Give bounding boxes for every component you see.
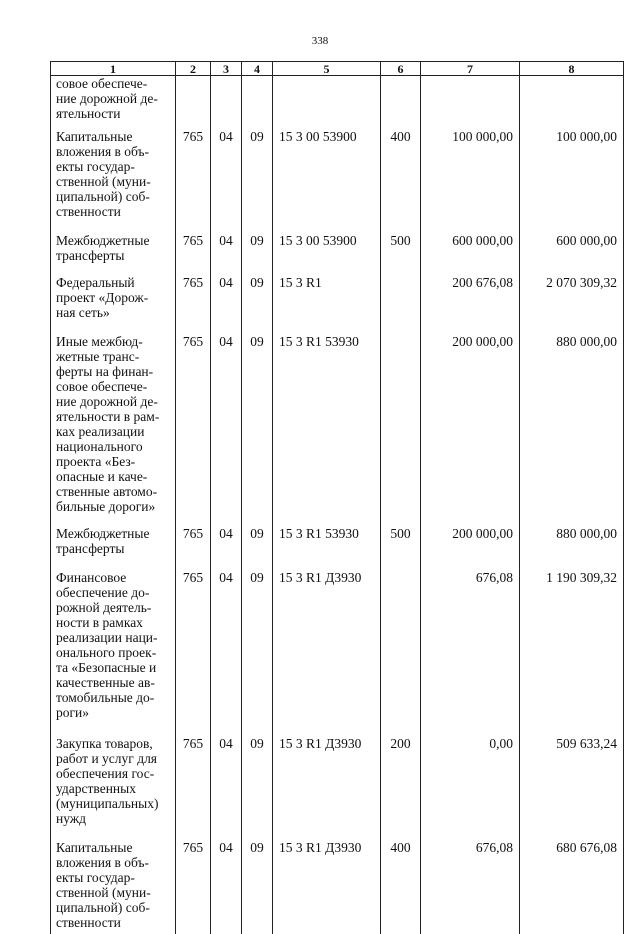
spacer-cell (520, 263, 624, 275)
item-name-line: ственные автомо- (56, 484, 172, 499)
department-code-cell: 765 (176, 233, 211, 263)
expense-type-cell: 500 (381, 526, 421, 556)
item-name-line: ударственных (56, 781, 172, 796)
target-article-cell: 15 3 00 53900 (273, 129, 381, 219)
item-name-line: Межбюджетные (56, 526, 172, 541)
item-name-line: ственности (56, 915, 172, 930)
expense-type-cell: 400 (381, 129, 421, 219)
item-name-line: вложения в объ- (56, 855, 172, 870)
expense-type-cell (381, 76, 421, 122)
department-code-cell: 765 (176, 526, 211, 556)
amount-column-7-cell: 676,08 (421, 840, 520, 930)
item-name-line: рожной деятель- (56, 600, 172, 615)
spacer-cell (242, 826, 273, 840)
spacer-cell (421, 121, 520, 129)
spacer-cell (520, 556, 624, 570)
item-name-line: (муниципальных) (56, 796, 172, 811)
subsection-code-cell: 09 (242, 275, 273, 320)
spacer-cell (381, 121, 421, 129)
target-article-cell: 15 3 R1 53930 (273, 334, 381, 514)
row-spacer (51, 219, 624, 233)
amount-column-8-cell: 880 000,00 (520, 334, 624, 514)
spacer-cell (381, 930, 421, 934)
spacer-cell (176, 121, 211, 129)
column-number-2: 2 (176, 62, 211, 76)
item-name-line: трансферты (56, 248, 172, 263)
department-code-cell: 765 (176, 570, 211, 720)
subsection-code-cell: 09 (242, 570, 273, 720)
subsection-code-cell: 09 (242, 233, 273, 263)
spacer-cell (176, 514, 211, 526)
amount-column-8-cell: 509 633,24 (520, 736, 624, 826)
item-name-line: ятельности (56, 106, 172, 121)
item-name-line: нужд (56, 811, 172, 826)
subsection-code-cell: 09 (242, 526, 273, 556)
spacer-cell (211, 720, 242, 736)
item-name-line: ципальной) соб- (56, 900, 172, 915)
item-name-line: ная сеть» (56, 305, 172, 320)
target-article-cell: 15 3 R1 Д3930 (273, 840, 381, 930)
item-name-cell (51, 334, 176, 514)
expense-type-cell: 500 (381, 233, 421, 263)
spacer-cell (211, 930, 242, 934)
spacer-cell (242, 720, 273, 736)
item-name-line: работ и услуг для (56, 751, 172, 766)
item-name-line: качественные ав- (56, 675, 172, 690)
spacer-cell (242, 514, 273, 526)
expense-type-cell: 400 (381, 840, 421, 930)
spacer-cell (381, 263, 421, 275)
item-name-line: совое обеспече- (56, 76, 172, 91)
column-number-1: 1 (51, 62, 176, 76)
amount-column-7-cell: 676,08 (421, 570, 520, 720)
item-name-line: Федеральный (56, 275, 172, 290)
spacer-cell (421, 720, 520, 736)
spacer-cell (273, 320, 381, 334)
section-code-cell: 04 (211, 275, 242, 320)
department-code-cell (176, 76, 211, 122)
item-name-cell (51, 233, 176, 263)
department-code-cell: 765 (176, 275, 211, 320)
table-row (51, 233, 624, 263)
item-name-line: Финансовое (56, 570, 172, 585)
item-name-line: Межбюджетные (56, 233, 172, 248)
spacer-cell (211, 263, 242, 275)
spacer-cell (176, 930, 211, 934)
spacer-cell (242, 320, 273, 334)
spacer-cell (381, 219, 421, 233)
spacer-cell (381, 826, 421, 840)
target-article-cell: 15 3 R1 Д3930 (273, 736, 381, 826)
spacer-cell (51, 514, 176, 526)
row-spacer (51, 514, 624, 526)
item-name-line: ственной (муни- (56, 174, 172, 189)
section-code-cell: 04 (211, 736, 242, 826)
spacer-cell (242, 121, 273, 129)
item-name-line: обеспечение до- (56, 585, 172, 600)
column-number-8: 8 (520, 62, 624, 76)
item-name-line: Капитальные (56, 840, 172, 855)
table-row (51, 76, 624, 122)
department-code-cell: 765 (176, 840, 211, 930)
table-row (51, 840, 624, 930)
column-number-4: 4 (242, 62, 273, 76)
item-name-line: Закупка товаров, (56, 736, 172, 751)
spacer-cell (176, 826, 211, 840)
row-spacer (51, 826, 624, 840)
spacer-cell (520, 930, 624, 934)
item-name-line: обеспечения гос- (56, 766, 172, 781)
item-name-line: роги» (56, 705, 172, 720)
item-name-line: проект «Дорож- (56, 290, 172, 305)
spacer-cell (520, 121, 624, 129)
section-code-cell: 04 (211, 233, 242, 263)
amount-column-8-cell: 680 676,08 (520, 840, 624, 930)
item-name-line: томобильные до- (56, 690, 172, 705)
spacer-cell (381, 514, 421, 526)
spacer-cell (273, 121, 381, 129)
amount-column-7-cell (421, 76, 520, 122)
spacer-cell (520, 826, 624, 840)
spacer-cell (211, 826, 242, 840)
section-code-cell: 04 (211, 570, 242, 720)
table-row (51, 334, 624, 514)
target-article-cell: 15 3 R1 Д3930 (273, 570, 381, 720)
amount-column-8-cell: 880 000,00 (520, 526, 624, 556)
amount-column-8-cell: 2 070 309,32 (520, 275, 624, 320)
spacer-cell (273, 514, 381, 526)
subsection-code-cell (242, 76, 273, 122)
spacer-cell (381, 556, 421, 570)
section-code-cell: 04 (211, 840, 242, 930)
spacer-cell (51, 930, 176, 934)
section-code-cell (211, 76, 242, 122)
column-number-header-row (51, 62, 624, 76)
spacer-cell (176, 556, 211, 570)
row-spacer (51, 930, 624, 934)
column-number-5: 5 (273, 62, 381, 76)
amount-column-7-cell: 100 000,00 (421, 129, 520, 219)
amount-column-8-cell: 600 000,00 (520, 233, 624, 263)
table-row (51, 736, 624, 826)
amount-column-7-cell: 600 000,00 (421, 233, 520, 263)
item-name-line: совое обеспече- (56, 379, 172, 394)
amount-column-8-cell (520, 76, 624, 122)
amount-column-8-cell: 100 000,00 (520, 129, 624, 219)
spacer-cell (273, 556, 381, 570)
item-name-line: онального проек- (56, 645, 172, 660)
spacer-cell (421, 930, 520, 934)
spacer-cell (211, 514, 242, 526)
budget-table (50, 61, 624, 934)
spacer-cell (211, 556, 242, 570)
spacer-cell (421, 320, 520, 334)
spacer-cell (520, 320, 624, 334)
target-article-cell: 15 3 R1 53930 (273, 526, 381, 556)
page-number: 338 (0, 35, 640, 47)
item-name-line: екты государ- (56, 159, 172, 174)
department-code-cell: 765 (176, 334, 211, 514)
spacer-cell (273, 826, 381, 840)
subsection-code-cell: 09 (242, 129, 273, 219)
item-name-line: ятельности в рам- (56, 409, 172, 424)
column-number-6: 6 (381, 62, 421, 76)
spacer-cell (51, 720, 176, 736)
item-name-line: ках реализации (56, 424, 172, 439)
item-name-cell (51, 736, 176, 826)
item-name-line: Капитальные (56, 129, 172, 144)
spacer-cell (176, 720, 211, 736)
item-name-line: проекта «Без- (56, 454, 172, 469)
spacer-cell (51, 320, 176, 334)
subsection-code-cell: 09 (242, 736, 273, 826)
item-name-line: ферты на финан- (56, 364, 172, 379)
item-name-line: трансферты (56, 541, 172, 556)
section-code-cell: 04 (211, 334, 242, 514)
spacer-cell (273, 720, 381, 736)
spacer-cell (421, 514, 520, 526)
amount-column-7-cell: 0,00 (421, 736, 520, 826)
spacer-cell (211, 219, 242, 233)
spacer-cell (242, 930, 273, 934)
amount-column-7-cell: 200 676,08 (421, 275, 520, 320)
spacer-cell (520, 514, 624, 526)
expense-type-cell (381, 275, 421, 320)
item-name-line: бильные дороги» (56, 499, 172, 514)
item-name-line: реализации наци- (56, 630, 172, 645)
spacer-cell (51, 121, 176, 129)
row-spacer (51, 320, 624, 334)
item-name-cell (51, 840, 176, 930)
spacer-cell (51, 263, 176, 275)
amount-column-7-cell: 200 000,00 (421, 334, 520, 514)
row-spacer (51, 720, 624, 736)
table-row (51, 526, 624, 556)
spacer-cell (176, 219, 211, 233)
spacer-cell (211, 320, 242, 334)
column-number-3: 3 (211, 62, 242, 76)
spacer-cell (381, 320, 421, 334)
spacer-cell (51, 219, 176, 233)
department-code-cell: 765 (176, 129, 211, 219)
item-name-line: ственной (муни- (56, 885, 172, 900)
item-name-line: ние дорожной де- (56, 91, 172, 106)
item-name-line: ности в рамках (56, 615, 172, 630)
amount-column-7-cell: 200 000,00 (421, 526, 520, 556)
amount-column-8-cell: 1 190 309,32 (520, 570, 624, 720)
spacer-cell (520, 219, 624, 233)
item-name-line: опасные и каче- (56, 469, 172, 484)
item-name-cell (51, 129, 176, 219)
table-row (51, 570, 624, 720)
target-article-cell: 15 3 R1 (273, 275, 381, 320)
item-name-line: вложения в объ- (56, 144, 172, 159)
target-article-cell: 15 3 00 53900 (273, 233, 381, 263)
spacer-cell (273, 219, 381, 233)
item-name-line: национального (56, 439, 172, 454)
item-name-line: Иные межбюд- (56, 334, 172, 349)
item-name-cell (51, 76, 176, 122)
item-name-cell (51, 526, 176, 556)
table-row (51, 129, 624, 219)
row-spacer (51, 556, 624, 570)
item-name-line: ственности (56, 204, 172, 219)
spacer-cell (51, 556, 176, 570)
target-article-cell (273, 76, 381, 122)
department-code-cell: 765 (176, 736, 211, 826)
table-body (51, 76, 624, 934)
spacer-cell (242, 556, 273, 570)
expense-type-cell (381, 334, 421, 514)
spacer-cell (51, 826, 176, 840)
row-spacer (51, 263, 624, 275)
spacer-cell (273, 930, 381, 934)
column-number-7: 7 (421, 62, 520, 76)
subsection-code-cell: 09 (242, 334, 273, 514)
expense-type-cell: 200 (381, 736, 421, 826)
item-name-line: ципальной) соб- (56, 189, 172, 204)
expense-type-cell (381, 570, 421, 720)
item-name-line: та «Безопасные и (56, 660, 172, 675)
section-code-cell: 04 (211, 526, 242, 556)
item-name-cell (51, 275, 176, 320)
item-name-line: ние дорожной де- (56, 394, 172, 409)
item-name-line: екты государ- (56, 870, 172, 885)
section-code-cell: 04 (211, 129, 242, 219)
spacer-cell (176, 263, 211, 275)
spacer-cell (421, 556, 520, 570)
spacer-cell (421, 826, 520, 840)
spacer-cell (242, 263, 273, 275)
row-spacer (51, 121, 624, 129)
spacer-cell (176, 320, 211, 334)
spacer-cell (421, 263, 520, 275)
spacer-cell (242, 219, 273, 233)
spacer-cell (273, 263, 381, 275)
spacer-cell (211, 121, 242, 129)
item-name-line: жетные транс- (56, 349, 172, 364)
spacer-cell (520, 720, 624, 736)
table-row (51, 275, 624, 320)
item-name-cell (51, 570, 176, 720)
spacer-cell (381, 720, 421, 736)
subsection-code-cell: 09 (242, 840, 273, 930)
spacer-cell (421, 219, 520, 233)
